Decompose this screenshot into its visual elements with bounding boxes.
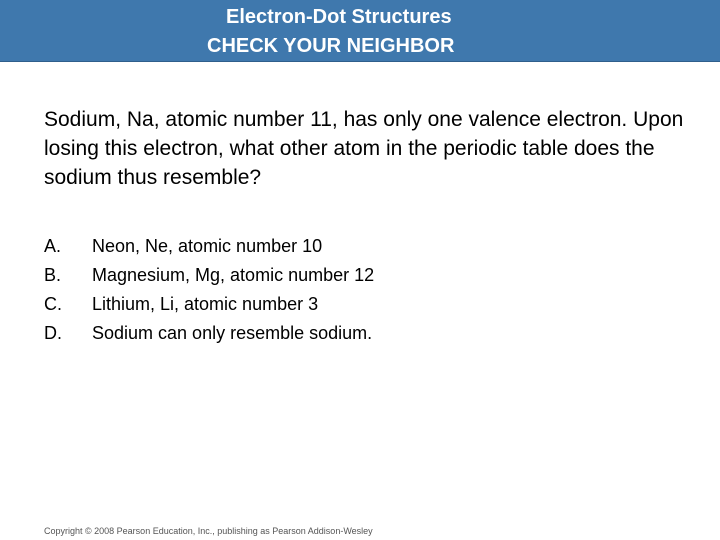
answer-option-a [44,232,684,261]
option-text: Sodium can only resemble sodium. [92,323,373,343]
slide-header [0,0,720,62]
option-text: Neon, Ne, atomic number 10 [92,236,323,256]
slide-subtitle: CHECK YOUR NEIGHBOR [207,35,455,57]
option-text: Magnesium, Mg, atomic number 12 [92,265,375,285]
option-letter: D. [44,323,62,343]
answer-option-b [44,261,684,290]
slide-title: Electron-Dot Structures [226,6,452,28]
option-letter: A. [44,236,62,256]
answer-options-list [44,232,684,348]
option-text: Lithium, Li, atomic number 3 [92,294,319,314]
option-letter: C. [44,294,62,314]
answer-option-d [44,319,684,348]
question-text: Sodium, Na, atomic number 11, has only one valence electron. Upon losing this electron, what other atom in the periodic table does the sodium thus resemble? [44,108,684,189]
option-letter: B. [44,265,62,285]
copyright-notice: Copyright © 2008 Pearson Education, Inc., publishing as Pearson Addison-Wesley [44,526,373,536]
answer-option-c [44,290,684,319]
